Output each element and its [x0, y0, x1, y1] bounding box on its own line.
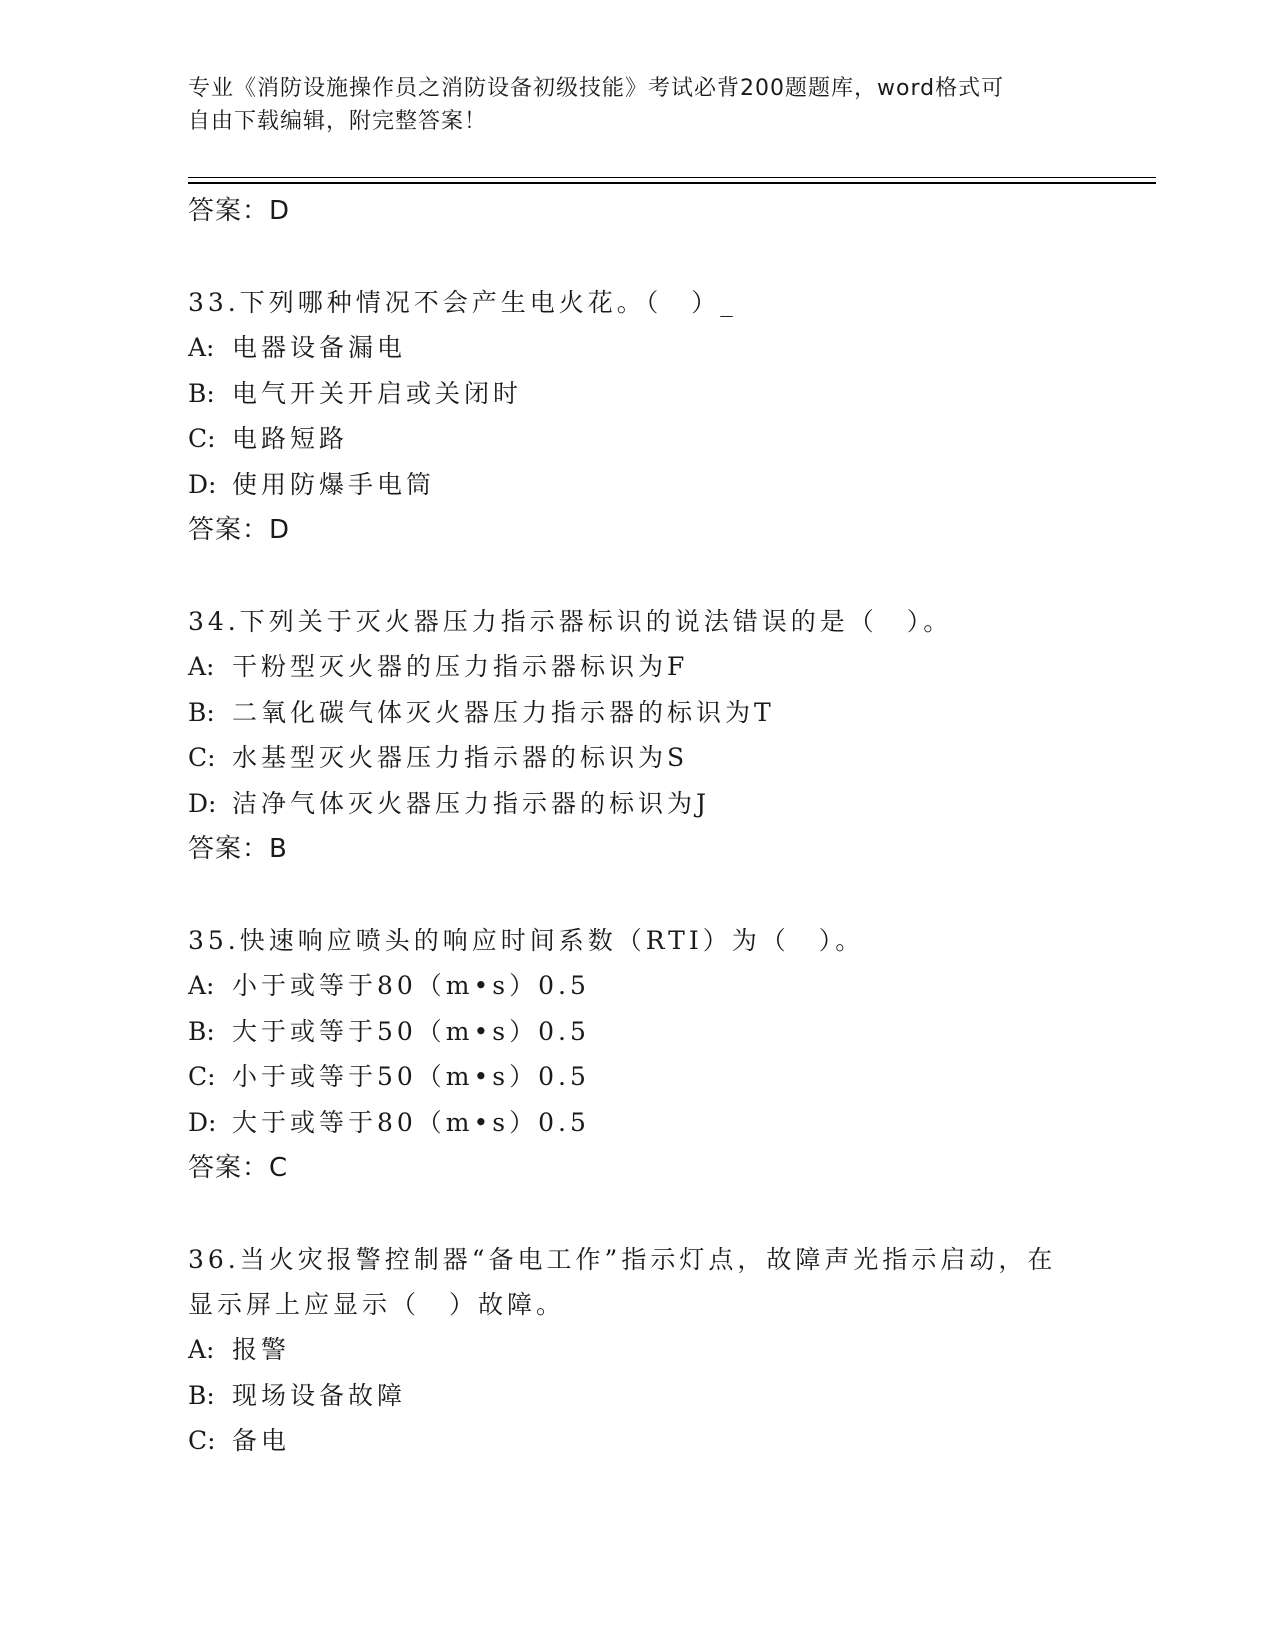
- answer-label: 答案：B: [188, 834, 288, 864]
- option-text: 大于或等于50（m•s）0.5: [232, 1016, 590, 1046]
- option-text: 备电: [232, 1426, 291, 1455]
- option-label: C:: [188, 424, 216, 453]
- option-text: 电路短路: [232, 424, 349, 453]
- option-c: [188, 735, 1108, 781]
- answer-label: 答案：C: [188, 1153, 289, 1183]
- option-label: B:: [188, 1380, 215, 1410]
- option-text: 使用防爆手电筒: [232, 469, 436, 499]
- option-text: 现场设备故障: [232, 1380, 407, 1410]
- question-text-line-2: 显示屏上应显示（ ）故障。: [188, 1290, 566, 1319]
- header-line-2: 自由下载编辑，附完整答案！: [188, 109, 488, 134]
- option-label: C:: [188, 1426, 216, 1455]
- option-a: [188, 963, 1108, 1009]
- option-c: [188, 416, 1108, 462]
- option-label: C:: [188, 1062, 216, 1091]
- option-c: [188, 1054, 1108, 1100]
- answer-label: 答案：D: [188, 196, 291, 226]
- option-a: [188, 644, 1108, 690]
- option-text: 电气开关开启或关闭时: [232, 378, 523, 408]
- option-a: [188, 325, 1108, 371]
- question-text: 35.快速响应喷头的响应时间系数（RTI）为（ ）。: [188, 926, 865, 955]
- answer-label: 答案：D: [188, 515, 291, 545]
- option-b: [188, 1373, 1108, 1419]
- option-label: A:: [188, 652, 215, 681]
- option-b: [188, 690, 1108, 736]
- option-d: [188, 462, 1108, 508]
- question-33: [188, 280, 1108, 553]
- question-text-line-1: 36.当火灾报警控制器“备电工作”指示灯点，故障声光指示启动，在: [188, 1245, 1057, 1274]
- option-label: D:: [188, 469, 217, 499]
- option-a: [188, 1327, 1108, 1373]
- header-rule-thick: [188, 182, 1156, 184]
- header-line-1: 专业《消防设施操作员之消防设备初级技能》考试必背200题题库，word格式可: [188, 76, 1005, 101]
- question-35: [188, 918, 1108, 1191]
- option-label: A:: [188, 333, 215, 362]
- option-b: [188, 371, 1108, 417]
- option-label: C:: [188, 743, 216, 772]
- question-text: 34.下列关于灭火器压力指示器标识的说法错误的是（ ）。: [188, 607, 953, 636]
- option-c: [188, 1418, 1108, 1464]
- option-label: B:: [188, 697, 215, 727]
- question-text: 33.下列哪种情况不会产生电火花。（ ）_: [188, 288, 737, 317]
- question-36: [188, 1237, 1108, 1464]
- option-d: [188, 781, 1108, 827]
- option-label: D:: [188, 1107, 217, 1137]
- option-text: 水基型灭火器压力指示器的标识为S: [232, 743, 689, 772]
- document-header: [188, 72, 1088, 138]
- option-text: 二氧化碳气体灭火器压力指示器的标识为T: [232, 697, 775, 727]
- question-34: [188, 599, 1108, 872]
- option-text: 干粉型灭火器的压力指示器标识为F: [232, 652, 689, 681]
- option-label: B:: [188, 378, 215, 408]
- option-label: A:: [188, 971, 215, 1000]
- option-text: 洁净气体灭火器压力指示器的标识为J: [232, 788, 711, 818]
- option-d: [188, 1100, 1108, 1146]
- document-body: [188, 188, 1108, 1464]
- option-text: 小于或等于80（m•s）0.5: [232, 971, 590, 1000]
- option-text: 电器设备漏电: [232, 333, 407, 362]
- option-b: [188, 1009, 1108, 1055]
- header-rule-thin: [188, 177, 1156, 178]
- option-text: 小于或等于50（m•s）0.5: [232, 1062, 590, 1091]
- option-label: A:: [188, 1335, 215, 1364]
- option-label: D:: [188, 788, 217, 818]
- option-text: 大于或等于80（m•s）0.5: [232, 1107, 590, 1137]
- option-label: B:: [188, 1016, 215, 1046]
- option-text: 报警: [232, 1335, 291, 1364]
